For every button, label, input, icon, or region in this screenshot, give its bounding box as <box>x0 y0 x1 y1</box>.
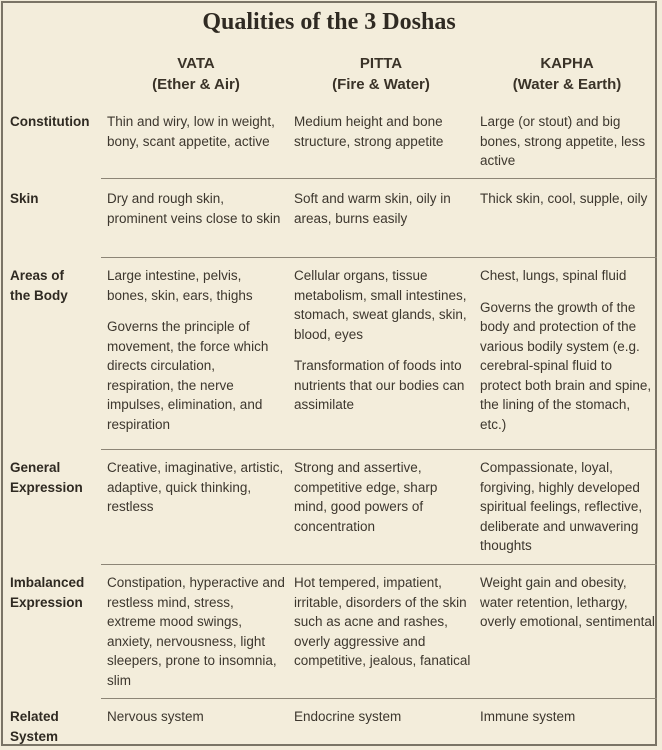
cell-text: Chest, lungs, spinal fluid <box>480 268 627 283</box>
cell-vata <box>107 189 285 228</box>
cell-text: Governs the growth of the body and protection of the various bodily system (e.g. cerebral-spinal fluid to protect both brain and spine, the lining of the stomach, etc.) <box>480 299 652 432</box>
column-name: KAPHA <box>540 55 594 72</box>
row-divider <box>101 178 657 179</box>
cell-kapha <box>480 266 655 434</box>
doshas-table <box>1 1 657 746</box>
row-divider <box>101 257 657 258</box>
cell-text: Medium height and bone structure, strong appetite <box>294 114 444 149</box>
cell-kapha <box>480 707 655 727</box>
row-label: Related System <box>10 709 59 744</box>
row-label: Areas of the Body <box>10 268 68 303</box>
cell-text: Transformation of foods into nutrients that our bodies can assimilate <box>294 358 465 412</box>
cell-text: Constipation, hyperactive and restless mind, stress, extreme mood swings, anxiety, nervousness, light sleepers, prone to insomnia, slim <box>107 575 285 688</box>
cell-text: Hot tempered, impatient, irritable, disorders of the skin such as acne and rashes, overly aggressive and competitive, jealous, fanatical <box>294 575 471 668</box>
column-header-kapha <box>477 53 657 95</box>
cell-text: Dry and rough skin, prominent veins close to skin <box>107 191 281 226</box>
cell-text: Thick skin, cool, supple, oily <box>480 191 648 206</box>
cell-pitta <box>294 707 472 727</box>
cell-vata <box>107 266 285 434</box>
cell-vata <box>107 707 285 727</box>
cell-vata <box>107 573 285 690</box>
cell-pitta <box>294 458 472 536</box>
column-elements: (Water & Earth) <box>512 76 622 93</box>
cell-text: Nervous system <box>107 709 204 724</box>
cell-pitta <box>294 189 472 228</box>
column-elements: (Fire & Water) <box>332 76 430 93</box>
cell-text: Large intestine, pelvis, bones, skin, ears, thighs <box>107 268 253 303</box>
cell-text: Thin and wiry, low in weight, bony, scant appetite, active <box>107 114 275 149</box>
cell-text: Weight gain and obesity, water retention, lethargy, overly emotional, sentimental <box>480 575 655 629</box>
cell-text: Soft and warm skin, oily in areas, burns easily <box>294 191 451 226</box>
row-divider <box>101 564 657 565</box>
cell-kapha <box>480 189 655 209</box>
cell-vata <box>107 112 285 151</box>
row-label: General Expression <box>10 460 83 495</box>
cell-text: Creative, imaginative, artistic, adaptive, quick thinking, restless <box>107 460 284 514</box>
cell-pitta <box>294 112 472 151</box>
page-title: Qualities of the 3 Doshas <box>202 9 456 35</box>
column-header-vata <box>106 53 286 95</box>
cell-text: Large (or stout) and big bones, strong appetite, less active <box>480 114 646 168</box>
row-divider <box>101 449 657 450</box>
column-name: PITTA <box>359 55 403 72</box>
cell-kapha <box>480 112 655 171</box>
column-header-pitta <box>291 53 471 95</box>
cell-text: Cellular organs, tissue metabolism, small intestines, stomach, sweat glands, skin, blood, eyes <box>294 268 467 342</box>
cell-pitta <box>294 266 472 415</box>
cell-text: Immune system <box>480 709 576 724</box>
cell-text: Endocrine system <box>294 709 402 724</box>
cell-text: Compassionate, loyal, forgiving, highly developed spiritual feelings, reflective, deliberate and unwavering thoughts <box>480 460 643 553</box>
row-label: Imbalanced Expression <box>10 575 85 610</box>
cell-kapha <box>480 573 655 632</box>
cell-text: Governs the principle of movement, the force which directs circulation, respiration, the nerve impulses, elimination, and respiration <box>107 319 269 432</box>
cell-kapha <box>480 458 655 556</box>
cell-vata <box>107 458 285 517</box>
row-divider <box>101 698 657 699</box>
cell-pitta <box>294 573 472 671</box>
column-name: VATA <box>177 55 215 72</box>
row-label: Skin <box>10 191 39 206</box>
column-elements: (Ether & Air) <box>152 76 240 93</box>
row-label: Constitution <box>10 114 90 129</box>
cell-text: Strong and assertive, competitive edge, sharp mind, good powers of concentration <box>294 460 438 534</box>
